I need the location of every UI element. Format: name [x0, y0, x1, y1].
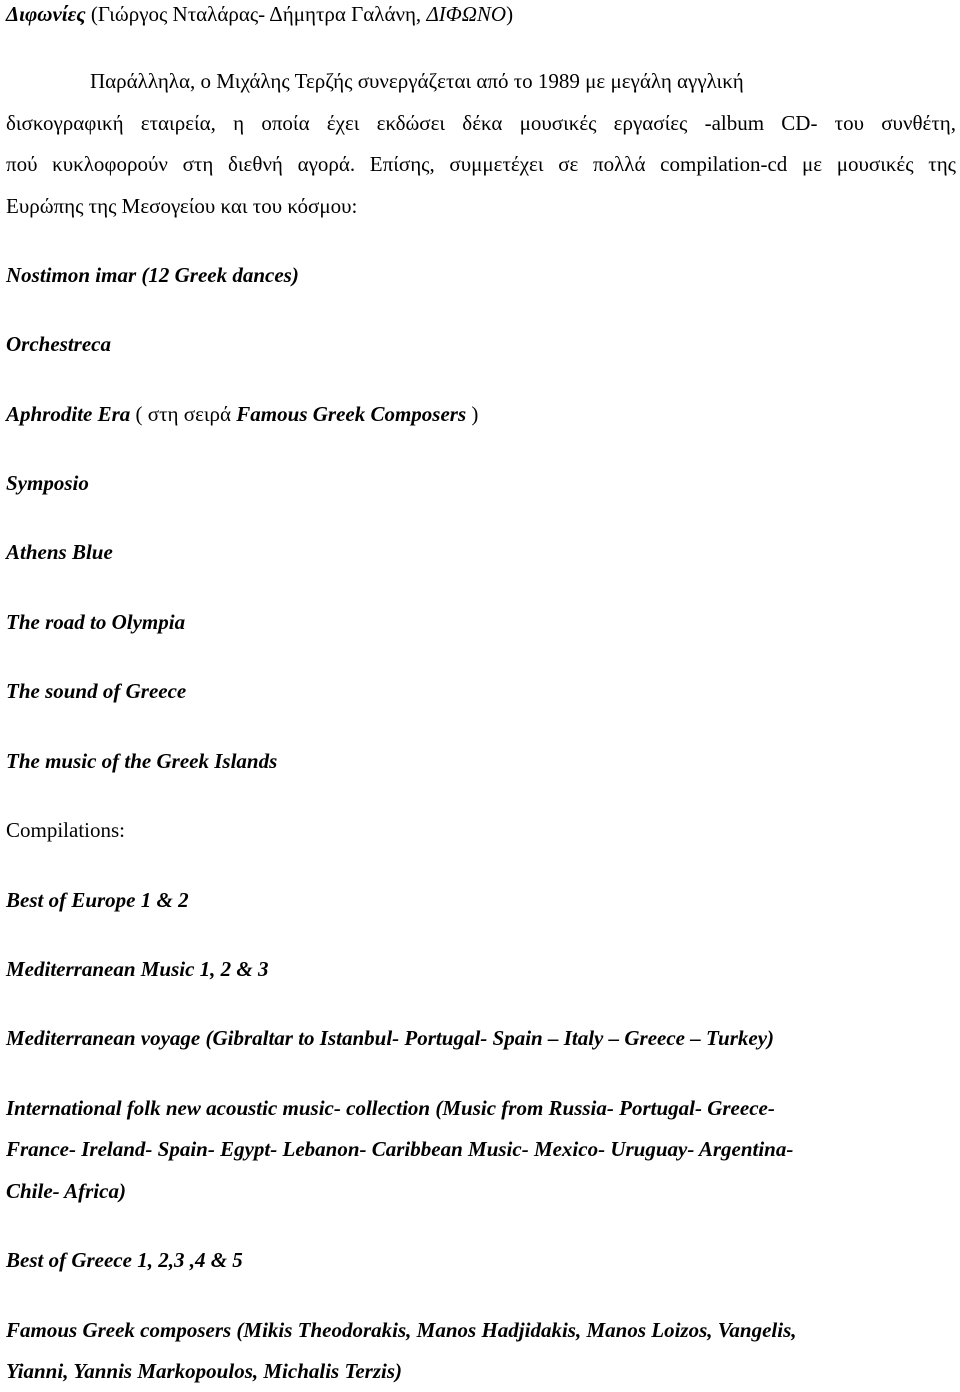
- compilation-item-line: Yianni, Yannis Markopoulos, Michalis Terzis): [6, 1359, 403, 1383]
- header-title-italic: Διφωνίες: [6, 2, 86, 26]
- album-item: Athens Blue: [6, 540, 113, 564]
- album-item: Symposio: [6, 471, 89, 495]
- compilations-heading: Compilations:: [6, 818, 126, 842]
- compilation-item-line: International folk new acoustic music- collection (Music from Russia- Portugal- Greece-: [6, 1096, 775, 1120]
- paragraph-line-1: Παράλληλα, ο Μιχάλης Τερζής συνεργάζεται από το 1989 με μεγάλη αγγλική: [90, 69, 744, 93]
- album-item: Orchestreca: [6, 332, 111, 356]
- paragraph-line-4: Ευρώπης της Μεσογείου και του κόσμου:: [6, 194, 358, 218]
- album-series-suffix: ): [466, 402, 479, 426]
- album-item: The music of the Greek Islands: [6, 749, 278, 773]
- compilation-item-line: Chile- Africa): [6, 1179, 126, 1203]
- album-series-prefix: ( στη σειρά: [130, 402, 237, 426]
- compilation-item: Best of Greece 1, 2,3 ,4 & 5: [6, 1248, 243, 1272]
- header-line: [6, 0, 513, 35]
- album-item: The road to Olympia: [6, 610, 186, 634]
- album-item: The sound of Greece: [6, 679, 187, 703]
- album-item: Nostimon imar (12 Greek dances): [6, 263, 299, 287]
- paragraph-line-2: δισκογραφική εταιρεία, η οποία έχει εκδώσει δέκα μουσικές εργασίες -album CD- του συνθέτη,: [6, 111, 956, 135]
- album-series-name: Famous Greek Composers: [236, 402, 467, 426]
- compilation-item: Mediterranean Music 1, 2 & 3: [6, 957, 269, 981]
- album-title: Aphrodite Era: [6, 402, 131, 426]
- album-item-aphrodite: [6, 394, 478, 435]
- compilation-item-line: Famous Greek composers (Mikis Theodorakis, Manos Hadjidakis, Manos Loizos, Vangelis,: [6, 1318, 797, 1342]
- header-title-label: ΔΙΦΩΝΟ: [426, 2, 507, 26]
- compilation-item-line: France- Ireland- Spain- Egypt- Lebanon- Caribbean Music- Mexico- Uruguay- Argentina-: [6, 1137, 794, 1161]
- compilation-item: Mediterranean voyage (Gibraltar to Istanbul- Portugal- Spain – Italy – Greece – Turkey): [6, 1026, 775, 1050]
- compilation-item: Best of Europe 1 & 2: [6, 888, 189, 912]
- header-title-close: ): [506, 2, 514, 26]
- paragraph-line-3: πού κυκλοφορούν στη διεθνή αγορά. Επίσης, συμμετέχει σε πολλά compilation-cd με μουσικές της: [6, 152, 956, 176]
- header-title-text: (Γιώργος Νταλάρας- Δήμητρα Γαλάνη,: [85, 2, 427, 26]
